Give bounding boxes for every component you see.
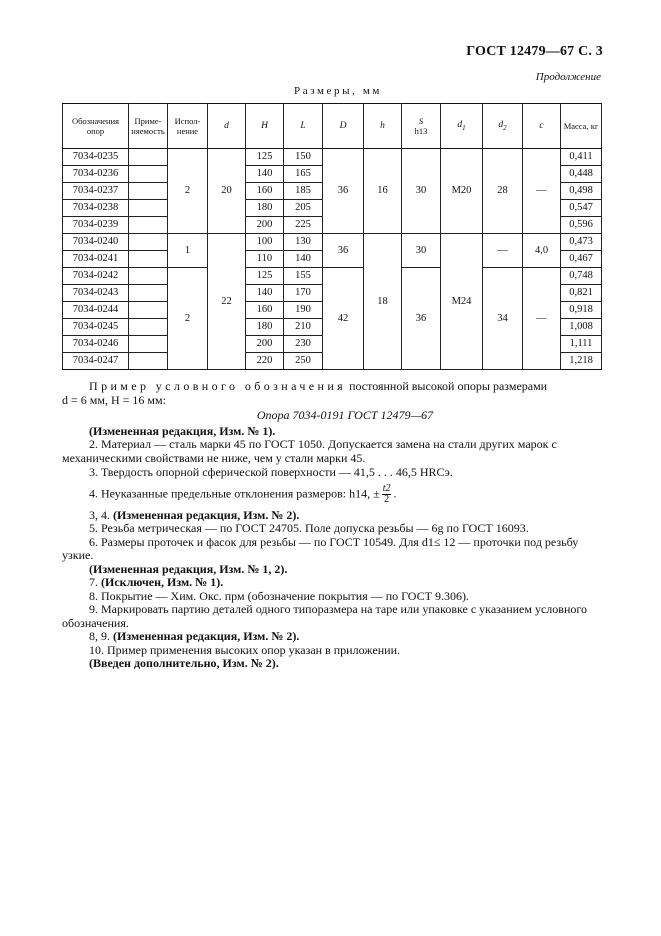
cell-L: 155 bbox=[284, 268, 323, 285]
col-header-L: L bbox=[284, 104, 323, 149]
cell-L: 185 bbox=[284, 183, 323, 200]
paragraph-6: 6. Размеры проточек и фасок для резьбы — по ГОСТ 10549. Для d1≤ 12 — проточки под резьбу узкие. bbox=[62, 534, 579, 562]
cell-designation: 7034-0247 bbox=[63, 353, 129, 370]
cell-designation: 7034-0242 bbox=[63, 268, 129, 285]
cell-applicability bbox=[129, 336, 168, 353]
table-row bbox=[63, 268, 602, 285]
paragraph-8-9-revision: 8, 9. (Измененная редакция, Изм. № 2). bbox=[89, 629, 300, 643]
cell-d2: — bbox=[483, 234, 523, 268]
cell-mass: 1,111 bbox=[561, 336, 602, 353]
col-header-d1: $d_1$ bbox=[441, 104, 483, 149]
cell-mass: 1,218 bbox=[561, 353, 602, 370]
cell-version: 2 bbox=[168, 149, 208, 234]
cell-designation: 7034-0241 bbox=[63, 251, 129, 268]
cell-D: 42 bbox=[323, 268, 364, 370]
table-caption: Размеры, мм bbox=[294, 85, 382, 97]
cell-designation: 7034-0239 bbox=[63, 217, 129, 234]
cell-D: 36 bbox=[323, 149, 364, 234]
cell-L: 210 bbox=[284, 319, 323, 336]
cell-H: 140 bbox=[246, 166, 284, 183]
cell-L: 250 bbox=[284, 353, 323, 370]
paragraph-3-4-revision: 3, 4. (Измененная редакция, Изм. № 2). bbox=[89, 507, 300, 522]
cell-designation: 7034-0236 bbox=[63, 166, 129, 183]
cell-designation: 7034-0237 bbox=[63, 183, 129, 200]
table-row bbox=[63, 234, 602, 251]
cell-L: 165 bbox=[284, 166, 323, 183]
cell-H: 100 bbox=[246, 234, 284, 251]
cell-mass: 0,498 bbox=[561, 183, 602, 200]
col-header-designation: Обозначения опор bbox=[63, 104, 129, 149]
col-header-d2: $d_2$ bbox=[483, 104, 523, 149]
cell-H: 110 bbox=[246, 251, 284, 268]
cell-H: 140 bbox=[246, 285, 284, 302]
cell-applicability bbox=[129, 217, 168, 234]
cell-designation: 7034-0246 bbox=[63, 336, 129, 353]
cell-L: 225 bbox=[284, 217, 323, 234]
example-designation: Опора 7034-0191 ГОСТ 12479—67 bbox=[256, 408, 434, 422]
cell-c: — bbox=[523, 149, 561, 234]
cell-mass: 0,467 bbox=[561, 251, 602, 268]
paragraph-4: 4. Неуказанные предельные отклонения размеров: h14, ± $\frac{t2}{2}$ . bbox=[89, 482, 397, 505]
paragraph-3: 3. Твердость опорной сферической поверхности — 41,5 . . . 46,5 HRCэ. bbox=[89, 465, 453, 479]
cell-designation: 7034-0235 bbox=[63, 149, 129, 166]
cell-applicability bbox=[129, 268, 168, 285]
cell-designation: 7034-0238 bbox=[63, 200, 129, 217]
cell-mass: 1,008 bbox=[561, 319, 602, 336]
cell-applicability bbox=[129, 353, 168, 370]
cell-H: 180 bbox=[246, 200, 284, 217]
cell-applicability bbox=[129, 302, 168, 319]
cell-designation: 7034-0240 bbox=[63, 234, 129, 251]
continuation-label: Продолжение bbox=[535, 71, 601, 83]
col-header-applicability: Приме-няемость bbox=[129, 104, 168, 149]
cell-L: 205 bbox=[284, 200, 323, 217]
cell-S: 30 bbox=[402, 234, 441, 268]
revision-note-1: (Измененная редакция, Изм. № 1). bbox=[89, 423, 276, 438]
cell-H: 125 bbox=[246, 149, 284, 166]
cell-designation: 7034-0243 bbox=[63, 285, 129, 302]
col-header-c: c bbox=[523, 104, 561, 149]
cell-mass: 0,448 bbox=[561, 166, 602, 183]
cell-H: 180 bbox=[246, 319, 284, 336]
revision-note-1-2: (Измененная редакция, Изм. № 1, 2). bbox=[89, 561, 288, 576]
cell-d2: 34 bbox=[483, 268, 523, 370]
cell-d1: M24 bbox=[441, 234, 483, 370]
cell-H: 125 bbox=[246, 268, 284, 285]
example-rest: постоянной высокой опоры размерами bbox=[346, 379, 548, 393]
cell-mass: 0,547 bbox=[561, 200, 602, 217]
dimensions-table bbox=[62, 103, 602, 370]
cell-d2: 28 bbox=[483, 149, 523, 234]
cell-H: 200 bbox=[246, 336, 284, 353]
col-header-d: d bbox=[208, 104, 246, 149]
example-line2: d = 6 мм, H = 16 мм: bbox=[62, 392, 166, 407]
cell-d1: M20 bbox=[441, 149, 483, 234]
paragraph-10: 10. Пример применения высоких опор указан в приложении. bbox=[89, 642, 400, 657]
cell-L: 130 bbox=[284, 234, 323, 251]
cell-applicability bbox=[129, 149, 168, 166]
paragraph-7: 7. (Исключен, Изм. № 1). bbox=[89, 575, 224, 589]
cell-d: 22 bbox=[208, 234, 246, 370]
cell-designation: 7034-0244 bbox=[63, 302, 129, 319]
col-header-D: D bbox=[323, 104, 364, 149]
paragraph-9: 9. Маркировать партию деталей одного типоразмера на таре или упаковке с указанием условного обозначения. bbox=[62, 602, 588, 630]
cell-c: — bbox=[523, 268, 561, 370]
table-row bbox=[63, 149, 602, 166]
cell-mass: 0,821 bbox=[561, 285, 602, 302]
cell-L: 170 bbox=[284, 285, 323, 302]
example-intro: Пример условного обозначения bbox=[89, 379, 347, 393]
cell-applicability bbox=[129, 200, 168, 217]
cell-S: 36 bbox=[402, 268, 441, 370]
paragraph-2: 2. Материал — сталь марки 45 по ГОСТ 1050. Допускается замена на стали других марок с механическими свойствами не ниже, чем у стали марки 45. bbox=[62, 437, 557, 465]
cell-c: 4,0 bbox=[523, 234, 561, 268]
col-header-mass: Масса, кг bbox=[561, 104, 602, 149]
cell-applicability bbox=[129, 251, 168, 268]
cell-applicability bbox=[129, 319, 168, 336]
cell-H: 160 bbox=[246, 302, 284, 319]
cell-L: 150 bbox=[284, 149, 323, 166]
cell-applicability bbox=[129, 234, 168, 251]
example-paragraph bbox=[89, 380, 601, 394]
cell-H: 160 bbox=[246, 183, 284, 200]
cell-H: 220 bbox=[246, 353, 284, 370]
cell-designation: 7034-0245 bbox=[63, 319, 129, 336]
cell-version: 2 bbox=[168, 268, 208, 370]
cell-h: 18 bbox=[364, 234, 402, 370]
cell-h: 16 bbox=[364, 149, 402, 234]
cell-L: 230 bbox=[284, 336, 323, 353]
col-header-h: h bbox=[364, 104, 402, 149]
body-text bbox=[62, 379, 601, 671]
cell-mass: 0,596 bbox=[561, 217, 602, 234]
cell-L: 190 bbox=[284, 302, 323, 319]
cell-applicability bbox=[129, 166, 168, 183]
cell-D: 36 bbox=[323, 234, 364, 268]
cell-d: 20 bbox=[208, 149, 246, 234]
cell-L: 140 bbox=[284, 251, 323, 268]
col-header-H: H bbox=[246, 104, 284, 149]
cell-applicability bbox=[129, 285, 168, 302]
cell-mass: 0,748 bbox=[561, 268, 602, 285]
col-header-S: S h13 bbox=[402, 104, 441, 149]
cell-S: 30 bbox=[402, 149, 441, 234]
paragraph-5: 5. Резьба метрическая — по ГОСТ 24705. Поле допуска резьбы — 6g по ГОСТ 16093. bbox=[89, 521, 529, 535]
page-header: ГОСТ 12479—67 С. 3 bbox=[466, 44, 603, 59]
col-header-version: Испол-нение bbox=[168, 104, 208, 149]
paragraph-8: 8. Покрытие — Хим. Окс. прм (обозначение покрытия — по ГОСТ 9.306). bbox=[89, 588, 469, 603]
cell-mass: 0,918 bbox=[561, 302, 602, 319]
cell-applicability bbox=[129, 183, 168, 200]
introduced-note: (Введен дополнительно, Изм. № 2). bbox=[89, 656, 279, 670]
cell-version: 1 bbox=[168, 234, 208, 268]
cell-H: 200 bbox=[246, 217, 284, 234]
cell-mass: 0,411 bbox=[561, 149, 602, 166]
cell-mass: 0,473 bbox=[561, 234, 602, 251]
tolerance-fraction: $\frac{t2}{2}$ bbox=[382, 482, 391, 505]
table-header-row bbox=[63, 104, 602, 149]
